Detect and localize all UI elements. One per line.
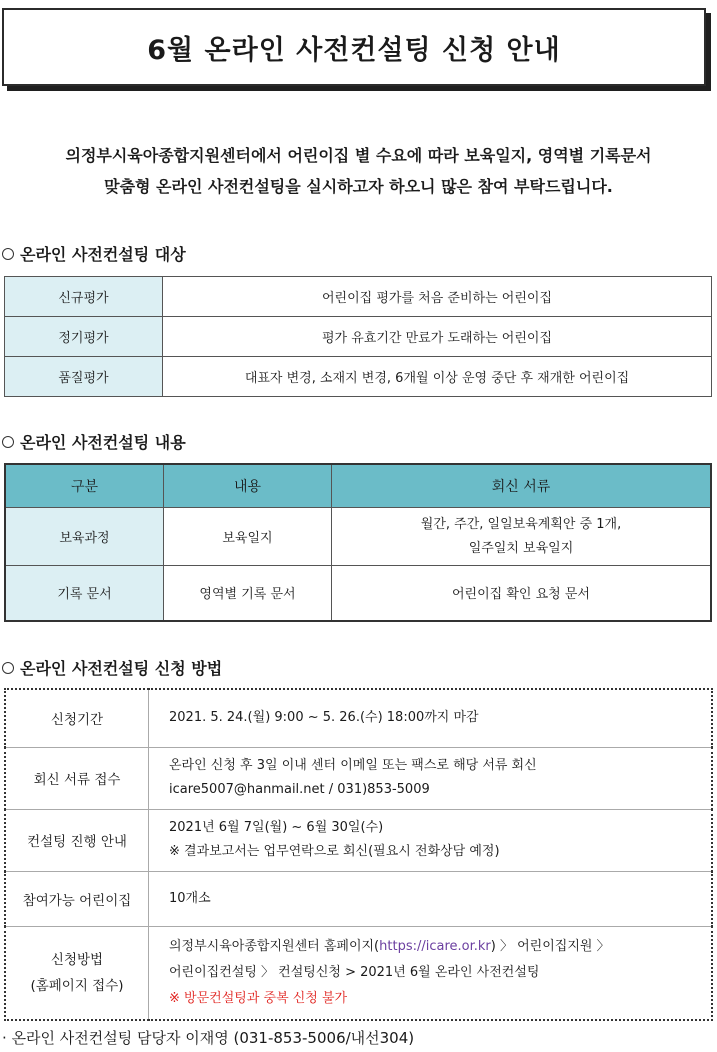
- column-header: 회신 서류: [332, 464, 712, 508]
- row-label: 회신 서류 접수: [5, 747, 149, 809]
- reply-contact: icare5007@hanmail.net / 031)853-5009: [169, 782, 430, 797]
- table-row: [5, 357, 712, 397]
- method-path-text: 의정부시육아종합지원센터 홈페이지(: [169, 938, 380, 954]
- table-row: [5, 871, 712, 926]
- circle-bullet-icon: [2, 436, 14, 448]
- column-header: 구분: [5, 464, 164, 508]
- row-value: 평가 유효기간 만료가 도래하는 어린이집: [163, 317, 712, 357]
- progress-dates: 2021년 6월 7일(월) ~ 6월 30일(수): [169, 820, 384, 835]
- row-documents: [332, 508, 712, 566]
- column-header: 내용: [164, 464, 332, 508]
- table-row: [5, 689, 712, 747]
- row-documents: 어린이집 확인 요청 문서: [332, 566, 712, 621]
- section-title: 온라인 사전컨설팅 신청 방법: [20, 659, 223, 678]
- table-header-row: [5, 464, 711, 508]
- contact-text: 온라인 사전컨설팅 담당자 이재영 (031-853-5006/내선304): [11, 1029, 415, 1047]
- homepage-link[interactable]: https://icare.or.kr: [379, 938, 491, 954]
- section-heading-target: [2, 242, 186, 265]
- intro-line-1: 의정부시육아종합지원센터에서 어린이집 별 수요에 따라 보육일지, 영역별 기록문서: [65, 146, 652, 165]
- row-value: 10개소: [149, 871, 713, 926]
- doc-line: 월간, 주간, 일일보육계획안 중 1개,: [420, 516, 622, 532]
- table-row: [5, 317, 712, 357]
- row-value: 대표자 변경, 소재지 변경, 6개월 이상 운영 중단 후 재개한 어린이집: [163, 357, 712, 397]
- row-value: [149, 809, 713, 871]
- row-label: [5, 926, 149, 1020]
- title-box: [2, 8, 706, 86]
- method-sublabel: (홈페이지 접수): [30, 977, 124, 994]
- intro-line-2: 맞춤형 온라인 사전컨설팅을 실시하고자 하오니 많은 참여 부탁드립니다.: [104, 177, 613, 196]
- reply-line: 온라인 신청 후 3일 이내 센터 이메일 또는 팩스로 해당 서류 회신: [169, 758, 537, 773]
- section-title: 온라인 사전컨설팅 대상: [20, 245, 186, 264]
- method-label: 신청방법: [50, 951, 104, 968]
- row-value: [149, 747, 713, 809]
- doc-line: 일주일치 보육일지: [468, 540, 574, 556]
- duplicate-warning: ※ 방문컨설팅과 중복 신청 불가: [169, 990, 348, 1006]
- footer-contact: [2, 1027, 414, 1048]
- table-row: [5, 747, 712, 809]
- row-content: 영역별 기록 문서: [164, 566, 332, 621]
- row-label: 컨설팅 진행 안내: [5, 809, 149, 871]
- target-table: [4, 276, 712, 397]
- bullet-icon: ·: [2, 1029, 7, 1047]
- table-row: [5, 926, 712, 1020]
- progress-note: ※ 결과보고서는 업무연락으로 회신(필요시 전화상담 예정): [169, 844, 500, 859]
- row-label: 신규평가: [5, 277, 163, 317]
- method-path-line: 어린이집컨설팅 〉 컨설팅신청 > 2021년 6월 온라인 사전컨설팅: [169, 964, 540, 980]
- section-heading-content: [2, 430, 186, 453]
- row-label: 참여가능 어린이집: [5, 871, 149, 926]
- table-row: [5, 508, 711, 566]
- section-title: 온라인 사전컨설팅 내용: [20, 433, 186, 452]
- circle-bullet-icon: [2, 248, 14, 260]
- circle-bullet-icon: [2, 662, 14, 674]
- table-row: [5, 566, 711, 621]
- table-row: [5, 277, 712, 317]
- table-row: [5, 809, 712, 871]
- page-title: 6월 온라인 사전컨설팅 신청 안내: [147, 34, 561, 66]
- row-label: 신청기간: [5, 689, 149, 747]
- section-heading-method: [2, 656, 222, 679]
- intro-text: [0, 140, 717, 202]
- content-table: [4, 463, 712, 622]
- row-value: 어린이집 평가를 처음 준비하는 어린이집: [163, 277, 712, 317]
- method-table: [4, 688, 713, 1021]
- row-label: 정기평가: [5, 317, 163, 357]
- row-category: 보육과정: [5, 508, 164, 566]
- row-label: 품질평가: [5, 357, 163, 397]
- method-path-line: [169, 934, 710, 960]
- method-path-text: ) 〉 어린이집지원 〉: [490, 938, 610, 954]
- row-value: 2021. 5. 24.(월) 9:00 ~ 5. 26.(수) 18:00까지 마감: [149, 689, 713, 747]
- row-value: [149, 926, 713, 1020]
- row-category: 기록 문서: [5, 566, 164, 621]
- row-content: 보육일지: [164, 508, 332, 566]
